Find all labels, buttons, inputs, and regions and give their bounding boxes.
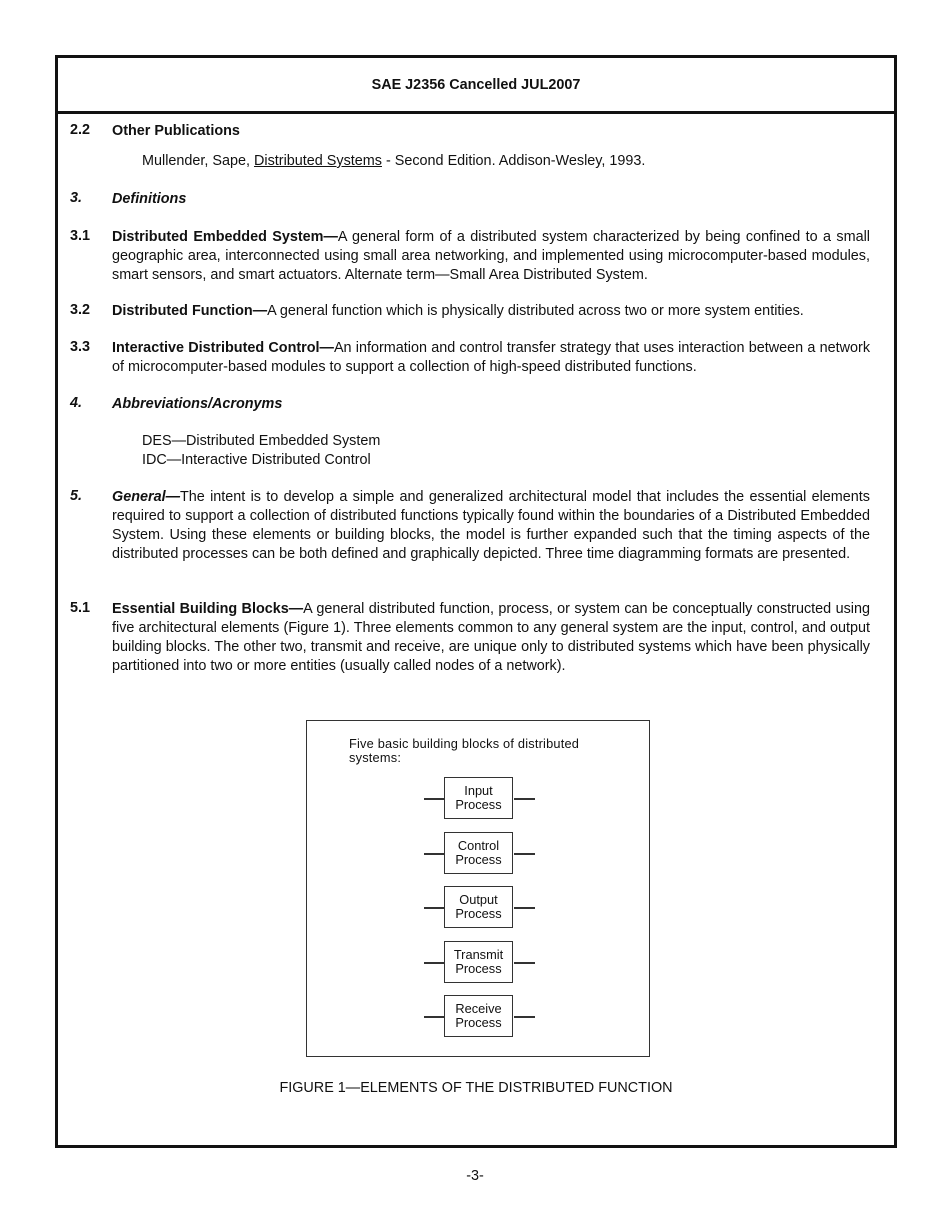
connector-line	[514, 853, 535, 855]
section-term: Essential Building Blocks—	[112, 601, 304, 617]
section-number: 4.	[70, 395, 83, 411]
section-5-1	[70, 600, 870, 676]
page-number: -3-	[466, 1168, 484, 1184]
connector-line	[514, 1016, 535, 1018]
connector-line	[424, 962, 445, 964]
block-output-process: Output Process	[444, 886, 513, 928]
section-number: 5.	[70, 488, 83, 504]
section-number: 3.2	[70, 302, 91, 318]
section-title: Definitions	[112, 191, 187, 207]
section-2-2	[70, 122, 870, 141]
section-title: Other Publications	[112, 123, 240, 139]
section-3	[70, 190, 870, 209]
section-number: 2.2	[70, 122, 91, 138]
block-receive-process: Receive Process	[444, 995, 513, 1037]
acronym-list	[142, 432, 862, 470]
definition-text: An information and control transfer strategy that uses interaction between a network of microcomputer-based modules to support a collection of high-speed distributed functions.	[112, 340, 871, 375]
definition-term: Distributed Embedded System—	[112, 229, 338, 245]
section-4	[70, 395, 870, 414]
page-frame	[55, 55, 897, 1148]
connector-line	[514, 907, 535, 909]
connector-line	[514, 798, 535, 800]
connector-line	[424, 798, 445, 800]
section-5	[70, 488, 870, 564]
section-title: Abbreviations/Acronyms	[112, 396, 283, 412]
acronym-item: IDC—Interactive Distributed Control	[142, 452, 371, 468]
block-input-process: Input Process	[444, 777, 513, 819]
definition-term: Distributed Function—	[112, 303, 268, 319]
figure-1	[306, 720, 650, 1057]
publication-title: Distributed Systems	[254, 153, 382, 169]
definition-text: A general function which is physically distributed across two or more system entities.	[267, 303, 804, 319]
acronym-item: DES—Distributed Embedded System	[142, 433, 381, 449]
connector-line	[424, 907, 445, 909]
section-number: 3.1	[70, 228, 91, 244]
section-3-3	[70, 339, 870, 377]
section-text: The intent is to develop a simple and generalized architectural model that includes the essential elements required to support a collection of distributed functions typically found within the boundaries of a Distributed Embedded System. Using these elements or building blocks, the model is further expanded such that the timing aspects of the distributed processes can be both defined and graphically depicted. Three time diagramming formats are presented.	[112, 489, 870, 562]
section-3-2	[70, 302, 870, 321]
connector-line	[424, 1016, 445, 1018]
section-number: 3.	[70, 190, 83, 206]
block-transmit-process: Transmit Process	[444, 941, 513, 983]
definition-term: Interactive Distributed Control—	[112, 340, 334, 356]
section-text: A general distributed function, process, or system can be conceptually constructed using five architectural elements (Figure 1). Three elements common to any general system are the input, control, and output building blocks. The other two, transmit and receive, are unique only to distributed systems which have been physically partitioned into two or more entities (usually called nodes of a network).	[112, 601, 870, 674]
figure-title: Five basic building blocks of distributed systems:	[349, 736, 580, 765]
connector-line	[514, 962, 535, 964]
section-term: General—	[112, 489, 180, 505]
section-number: 3.3	[70, 339, 91, 355]
section-3-1	[70, 228, 870, 285]
block-control-process: Control Process	[444, 832, 513, 874]
figure-caption: FIGURE 1—ELEMENTS OF THE DISTRIBUTED FUNCTION	[279, 1080, 673, 1096]
document-title: SAE J2356 Cancelled JUL2007	[371, 76, 581, 93]
document-header	[58, 58, 894, 114]
publication-reference: Mullender, Sape, Distributed Systems - Second Edition. Addison-Wesley, 1993.	[142, 153, 646, 169]
definition-text: A general form of a distributed system characterized by being confined to a small geographic area, interconnected using small area networking, and implemented using microcomputer-based modules, smart sensors, and smart actuators. Alternate term—Small Area Distributed System.	[112, 229, 870, 283]
connector-line	[424, 853, 445, 855]
section-number: 5.1	[70, 600, 91, 616]
